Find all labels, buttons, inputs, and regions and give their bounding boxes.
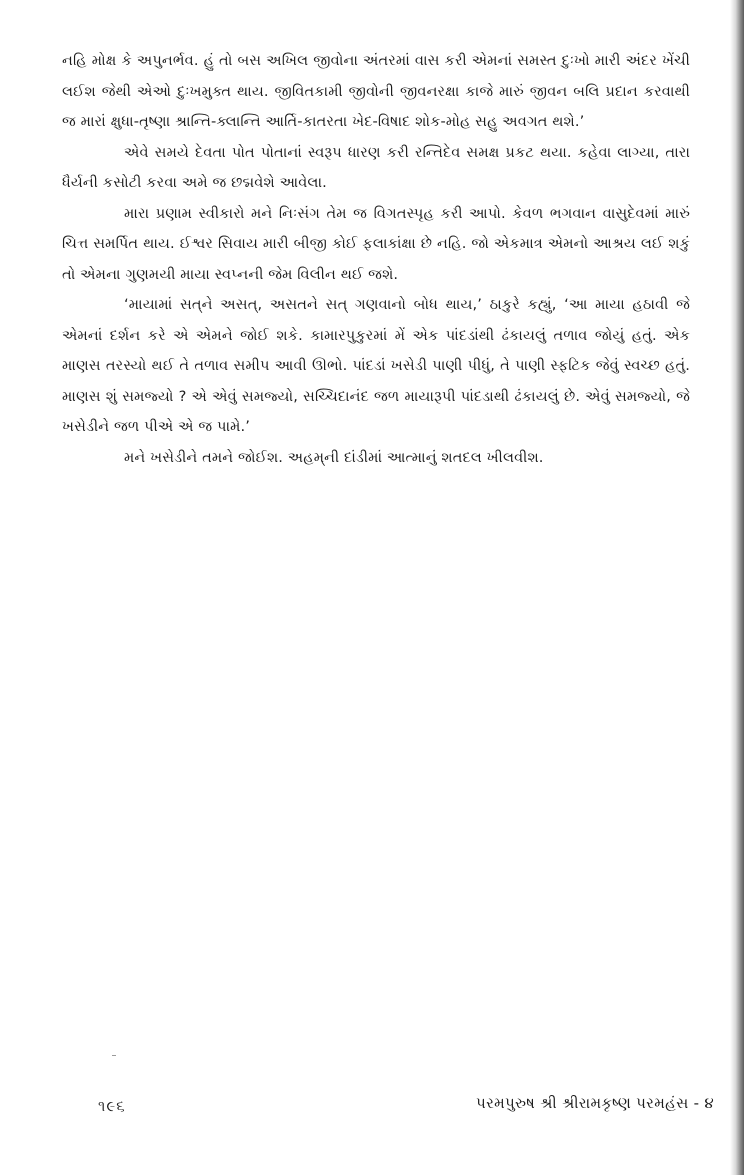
paragraph-4: ‘માયામાં સત્‌ને અસત્‌, અસતને સત્‌ ગણવાનો બોધ થાય,’ ઠાકુરે કહ્યું, ‘આ માયા હઠાવી જે એમનાં દર્શન કરે એ એમને જોઈ શકે. કામારપુકુરમાં મેં એક પાંદડાંથી ઢંકાયલું તળાવ જોયું હતું. એક માણસ તરસ્યો થઈ તે તળાવ સમીપ આવી ઊભો. પાંદડાં ખસેડી પાણી પીધું, તે પાણી સ્ફટિક જેવું સ્વચ્છ હતું. માણસ શું સમજ્યો ? એ એવું સમજ્યો, સચ્ચિદાનંદ જળ માયારૂપી પાંદડાથી ઢંકાયલું છે. એવું સમજ્યો, જે ખસેડીને જળ પીએ એ જ પામે.’ [62, 296, 690, 435]
paragraph-3: મારા પ્રણામ સ્વીકારો મને નિઃસંગ તેમ જ વિગતસ્પૃહ કરી આપો. કેવળ ભગવાન વાસુદેવમાં મારું ચિત્ત સમર્પિત થાય. ઈશ્વર સિવાય મારી બીજી કોઈ ફલાકાંક્ષા છે નહિ. જો એકમાત્ર એમનો આશ્રય લઈ શકું તો એમના ગુણમયી માયા સ્વપ્નની જેમ વિલીન થઈ જશે. [62, 204, 690, 283]
paragraph-2: એવે સમયે દેવતા પોત પોતાનાં સ્વરૂપ ધારણ કરી રન્તિદેવ સમક્ષ પ્રકટ થયા. કહેવા લાગ્યા, તારા ધૈર્યની કસોટી કરવા અમે જ છદ્મવેશે આવેલા. [62, 143, 690, 191]
paragraph-1: નહિ મોક્ષ કે અપુનર્ભવ. હું તો બસ અખિલ જીવોના અંતરમાં વાસ કરી એમનાં સમસ્ત દુઃખો મારી અંદર ખેંચી લઈશ જેથી એઓ દુઃખમુક્ત થાય. જીવિતકામી જીવોની જીવનરક્ષા કાજે મારું જીવન બલિ પ્રદાન કરવાથી જ મારાં ક્ષુધા-તૃષ્ણા શ્રાન્તિ-ક્લાન્તિ આર્તિ-કાતરતા ખેદ-વિષાદ શોક-મોહ સહુ અવગત થશે.’ [62, 52, 690, 130]
stray-mark [112, 1055, 116, 1056]
paragraph-5: મને ખસેડીને તમને જોઈશ. અહમ્‌ની દાંડીમાં આત્માનું શતદલ ખીલવીશ. [124, 448, 544, 466]
page-edge-shadow [730, 0, 744, 1175]
page-number: ૧૯૬ [98, 1097, 126, 1115]
running-footer-title: પરમપુરુષ શ્રી શ્રીરામકૃષ્ણ પરમહંસ - ૪ [476, 1094, 714, 1112]
body-text [62, 46, 690, 473]
